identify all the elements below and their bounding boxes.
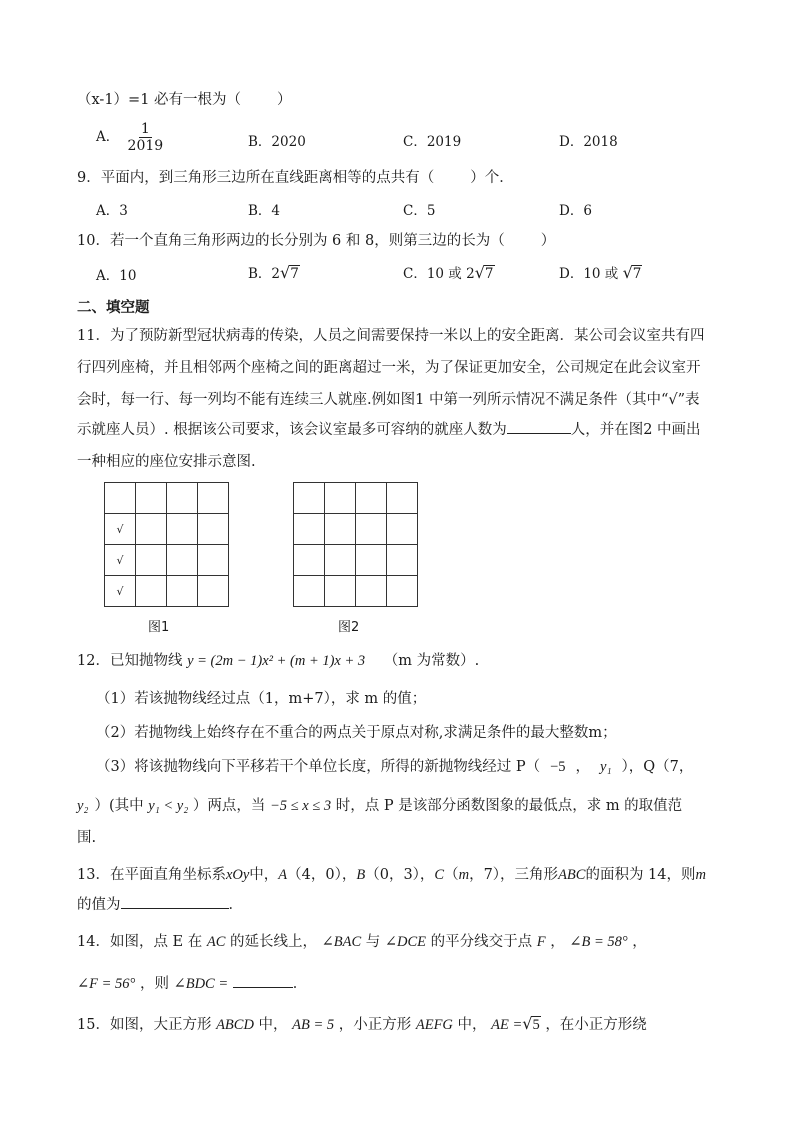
q15-line-1: 15．如图，大正方形 ABCD 中， AB = 5 ，小正方形 AEFG 中， AE =√5 ，在小正方形绕: [77, 1014, 647, 1033]
grid-row: [294, 545, 418, 576]
answer-blank[interactable]: [121, 896, 229, 909]
seat-cell: [105, 483, 136, 514]
q13-line-1: 13．在平面直角坐标系xOy中，A（4，0），B（0，3），C（m，7），三角形ABC的面积为 14，则m: [77, 867, 706, 883]
seat-cell: [167, 483, 198, 514]
seat-cell: [167, 545, 198, 576]
q8-option-c: C．2019: [403, 134, 462, 150]
figure-1-caption: 图1: [148, 620, 170, 635]
seat-cell: [325, 514, 356, 545]
q10-option-a: A．10: [96, 268, 137, 284]
q10-stem: 10．若一个直角三角形两边的长分别为 6 和 8，则第三边的长为（ ）: [77, 233, 556, 249]
checkmark: √: [105, 514, 136, 545]
q12-sub-3-line-3: 围.: [77, 830, 97, 846]
grid-row: [105, 483, 229, 514]
seat-cell: [356, 483, 387, 514]
seat-cell: [198, 545, 229, 576]
seat-cell: [167, 576, 198, 607]
seat-cell: [198, 514, 229, 545]
figure-2-caption: 图2: [338, 620, 360, 635]
seat-cell: [387, 576, 418, 607]
answer-blank[interactable]: [233, 975, 293, 988]
q8-option-b: B．2020: [248, 134, 306, 150]
q9-stem: 9．平面内，到三角形三边所在直线距离相等的点共有（ ）个．: [77, 170, 514, 186]
seat-cell: [325, 545, 356, 576]
q9-option-c: C．5: [403, 203, 436, 219]
q11-line-3: 会时，每一行、每一列均不能有连续三人就座.例如图1 中第一列所示情况不满足条件（其中“√”表: [77, 392, 700, 408]
seat-cell: [167, 514, 198, 545]
q8-stem: （x-1）=1 必有一根为（ ）: [77, 92, 292, 108]
q11-line-1: 11．为了预防新型冠状病毒的传染，人员之间需要保持一米以上的安全距离．某公司会议室共有四: [77, 328, 705, 344]
q10-option-b: B．2√7: [248, 263, 299, 282]
grid-row: [105, 514, 229, 545]
seat-cell: [356, 545, 387, 576]
seat-cell: [294, 483, 325, 514]
q12-sub-2: （2）若抛物线上始终存在不重合的两点关于原点对称,求满足条件的最大整数m；: [96, 725, 617, 741]
q9-option-d: D．6: [559, 203, 592, 219]
grid-row: [294, 576, 418, 607]
q9-option-b: B．4: [248, 203, 281, 219]
seat-cell: [136, 545, 167, 576]
seat-cell: [387, 483, 418, 514]
q9-option-a: A．3: [96, 203, 128, 219]
checkmark: √: [105, 545, 136, 576]
seat-cell: [136, 576, 167, 607]
grid-row: [105, 576, 229, 607]
figure-2-seat-grid[interactable]: [293, 482, 418, 607]
q11-line-4: 示就座人员）. 根据该公司要求，该会议室最多可容纳的就座人数为 人，并在图2 中画出: [77, 422, 701, 438]
parabola-formula: y = (2m − 1)x² + (m + 1)x + 3: [187, 653, 366, 669]
q11-line-2: 行四列座椅，并且相邻两个座椅之间的距离超过一米，为了保证更加安全，公司规定在此会议室开: [77, 360, 701, 376]
section-heading: 二、填空题: [77, 300, 150, 316]
seat-cell: [325, 483, 356, 514]
seat-cell: [387, 514, 418, 545]
grid-row: [105, 545, 229, 576]
grid-row: [294, 514, 418, 545]
answer-blank[interactable]: [507, 421, 571, 434]
q13-line-2: 的值为 ．: [77, 897, 243, 913]
checkmark: √: [105, 576, 136, 607]
q10-option-d: D．10 或 √7: [559, 263, 642, 282]
q8-option-d: D．2018: [559, 134, 618, 150]
q12-sub-3: （3）将该抛物线向下平移若干个单位长度，所得的新抛物线经过 P（ −5 ， y₁ ），Q（7，: [96, 759, 694, 775]
seat-cell: [356, 576, 387, 607]
seat-cell: [198, 576, 229, 607]
seat-cell: [294, 545, 325, 576]
seat-cell: [325, 576, 356, 607]
q10-option-c: C．10 或 2√7: [403, 263, 494, 282]
grid-row: [294, 483, 418, 514]
fraction: $\frac{1}{2019}$: [127, 121, 164, 154]
q11-line-5: 一种相应的座位安排示意图.: [77, 454, 256, 470]
seat-cell: [356, 514, 387, 545]
q14-line-2: ∠F = 56° ，则 ∠BDC = ．: [77, 976, 308, 992]
seat-cell: [136, 514, 167, 545]
seat-cell: [387, 545, 418, 576]
seat-cell: [294, 576, 325, 607]
figure-1-seat-grid: [104, 482, 229, 607]
q14-line-1: 14．如图，点 E 在 AC 的延长线上， ∠BAC 与 ∠DCE 的平分线交于点 F ， ∠B = 58° ，: [77, 934, 647, 950]
q12-sub-1: （1）若该抛物线经过点（1，m+7），求 m 的值；: [96, 691, 427, 707]
seat-cell: [136, 483, 167, 514]
q8-option-a: A． $\frac{1}{2019}$: [96, 121, 164, 154]
seat-cell: [294, 514, 325, 545]
seat-cell: [198, 483, 229, 514]
q12-sub-3-line-2: y₂ ）(其中 y₁ < y₂ ）两点，当 −5 ≤ x ≤ 3 时，点 P 是该部分函数图象的最低点，求 m 的取值范: [77, 798, 683, 814]
q12-stem: 12．已知抛物线 y = (2m − 1)x² + (m + 1)x + 3 （m 为常数）.: [77, 653, 480, 669]
